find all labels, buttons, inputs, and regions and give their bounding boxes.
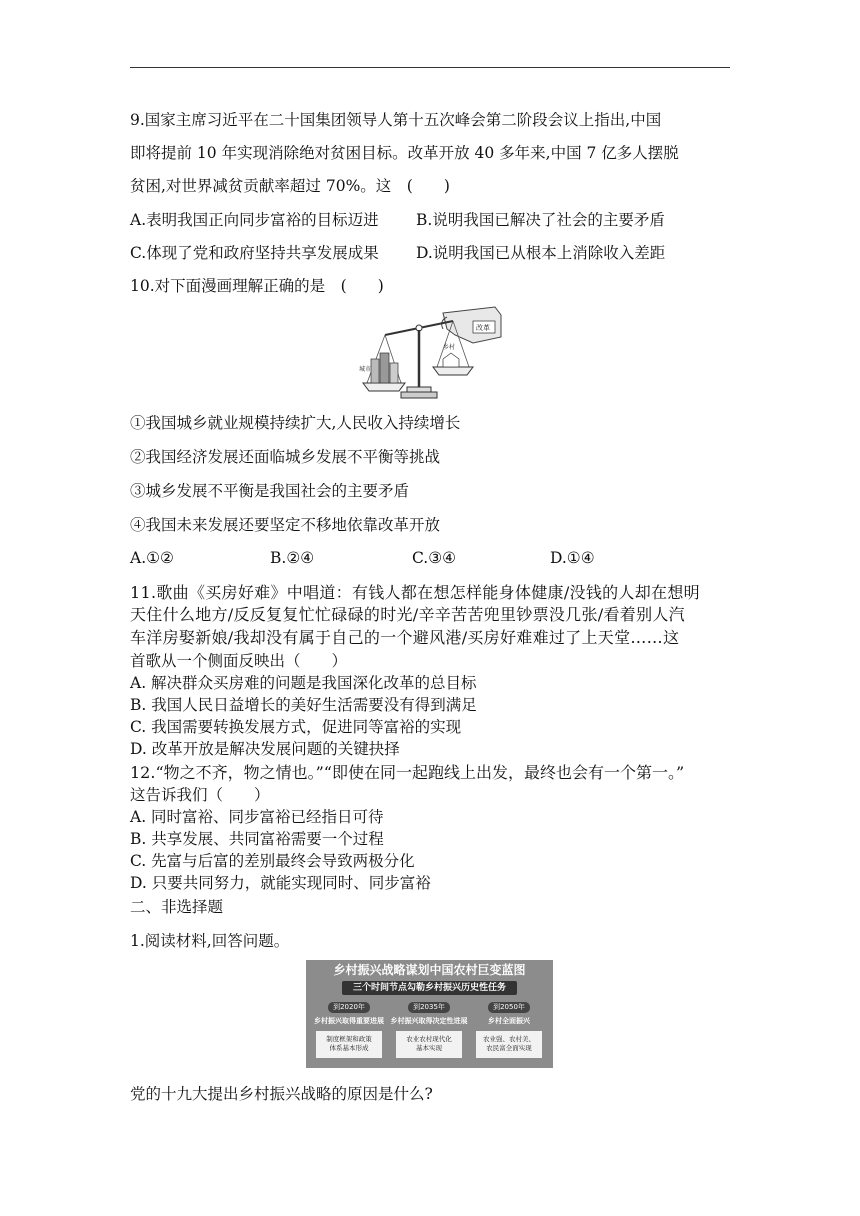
- q12-option-b: B. 共享发展、共同富裕需要一个过程: [130, 830, 384, 848]
- q9-line-3: 贫困,对世界减贫贡献率超过 70%。这 ( ): [130, 177, 450, 195]
- q11-option-c: C. 我国需要转换发展方式，促进同等富裕的实现: [130, 718, 462, 736]
- cartoon-label-chengshi: 城市: [359, 366, 372, 373]
- q10-statement-4: ④我国未来发展还要坚定不移地依靠改革开放: [130, 516, 441, 534]
- q12-option-a: A. 同时富裕、同步富裕已经指日可待: [130, 808, 384, 826]
- q12-option-d: D. 只要共同努力，就能实现同时、同步富裕: [130, 874, 431, 892]
- infographic-badge: 到2050年: [488, 1002, 530, 1013]
- q10-option-c: C.③④: [412, 549, 457, 567]
- infographic-heading: 乡村振兴取得重要进展: [314, 1017, 384, 1025]
- q9-line-1: 9.国家主席习近平在二十国集团领导人第十五次峰会第二阶段会议上指出,中国: [130, 111, 662, 129]
- q12-line-1: 12.“物之不齐，物之情也。”“即使在同一起跑线上出发，最终也会有一个第一。”: [130, 763, 685, 782]
- infographic-box: 制度框架和政策 体系基本形成: [316, 1031, 382, 1058]
- infographic-column-2020: [310, 1002, 388, 1064]
- infographic-heading: 乡村振兴取得决定性进展: [390, 1017, 468, 1025]
- cartoon-label-xiangcun: 乡村: [443, 344, 456, 351]
- nq1-question: 党的十九大提出乡村振兴战略的原因是什么?: [130, 1085, 433, 1103]
- infographic-column-2050: [470, 1002, 548, 1064]
- header-rule: [130, 67, 730, 68]
- q11-line-2: 天住什么地方/反反复复忙忙碌碌的时光/辛辛苦苦兜里钞票没几张/看着别人汽: [130, 605, 685, 624]
- q10-option-b: B.②④: [270, 549, 315, 567]
- infographic-badge: 到2035年: [408, 1002, 450, 1013]
- infographic-box: 农业强、农村美、 农民富全面实现: [476, 1031, 542, 1058]
- q10-statement-2: ②我国经济发展还面临城乡发展不平衡等挑战: [130, 448, 441, 466]
- q9-option-b: B.说明我国已解决了社会的主要矛盾: [416, 211, 665, 229]
- q11-option-d: D. 改革开放是解决发展问题的关键抉择: [130, 740, 400, 758]
- section-heading: 二、非选择题: [130, 898, 224, 916]
- q12-option-c: C. 先富与后富的差别最终会导致两极分化: [130, 852, 415, 870]
- q11-option-b: B. 我国人民日益增长的美好生活需要没有得到满足: [130, 696, 477, 714]
- q11-line-3: 车洋房娶新娘/我却没有属于自己的一个避风港/买房好难难过了上天堂……这: [130, 628, 680, 647]
- q10-statement-3: ③城乡发展不平衡是我国社会的主要矛盾: [130, 482, 410, 500]
- balance-scale-cartoon: [355, 303, 503, 403]
- infographic-title: 乡村振兴战略谋划中国农村巨变蓝图: [333, 963, 526, 977]
- infographic-column-2035: [390, 1002, 468, 1064]
- infographic-subtitle: 三个时间节点勾勒乡村振兴历史性任务: [342, 981, 517, 995]
- q9-option-c: C.体现了党和政府坚持共享发展成果: [130, 244, 379, 262]
- rural-revitalization-infographic: [306, 960, 553, 1068]
- q9-option-a: A.表明我国正向同步富裕的目标迈进: [130, 211, 379, 229]
- nq1-stem: 1.阅读材料,回答问题。: [130, 932, 290, 950]
- q11-line-4: 首歌从一个侧面反映出（ ）: [130, 652, 348, 670]
- q11-option-a: A. 解决群众买房难的问题是我国深化改革的总目标: [130, 674, 477, 692]
- q10-option-a: A.①②: [130, 549, 174, 567]
- cartoon-label-gaige: 改革: [476, 324, 490, 332]
- q12-line-2: 这告诉我们（ ）: [130, 786, 270, 804]
- infographic-heading: 乡村全面振兴: [488, 1017, 530, 1025]
- infographic-badge: 到2020年: [328, 1002, 370, 1013]
- q10-stem: 10.对下面漫画理解正确的是 ( ): [130, 277, 384, 295]
- q9-option-d: D.说明我国已从根本上消除收入差距: [416, 244, 666, 262]
- infographic-box: 农业农村现代化 基本实现: [396, 1031, 462, 1058]
- q10-option-d: D.①④: [550, 549, 595, 567]
- q9-line-2: 即将提前 10 年实现消除绝对贫困目标。改革开放 40 多年来,中国 7 亿多人摆脱: [130, 144, 679, 162]
- q10-statement-1: ①我国城乡就业规模持续扩大,人民收入持续增长: [130, 414, 461, 432]
- q11-line-1: 11.歌曲《买房好难》中唱道：有钱人都在想怎样能身体健康/没钱的人却在想明: [130, 583, 700, 602]
